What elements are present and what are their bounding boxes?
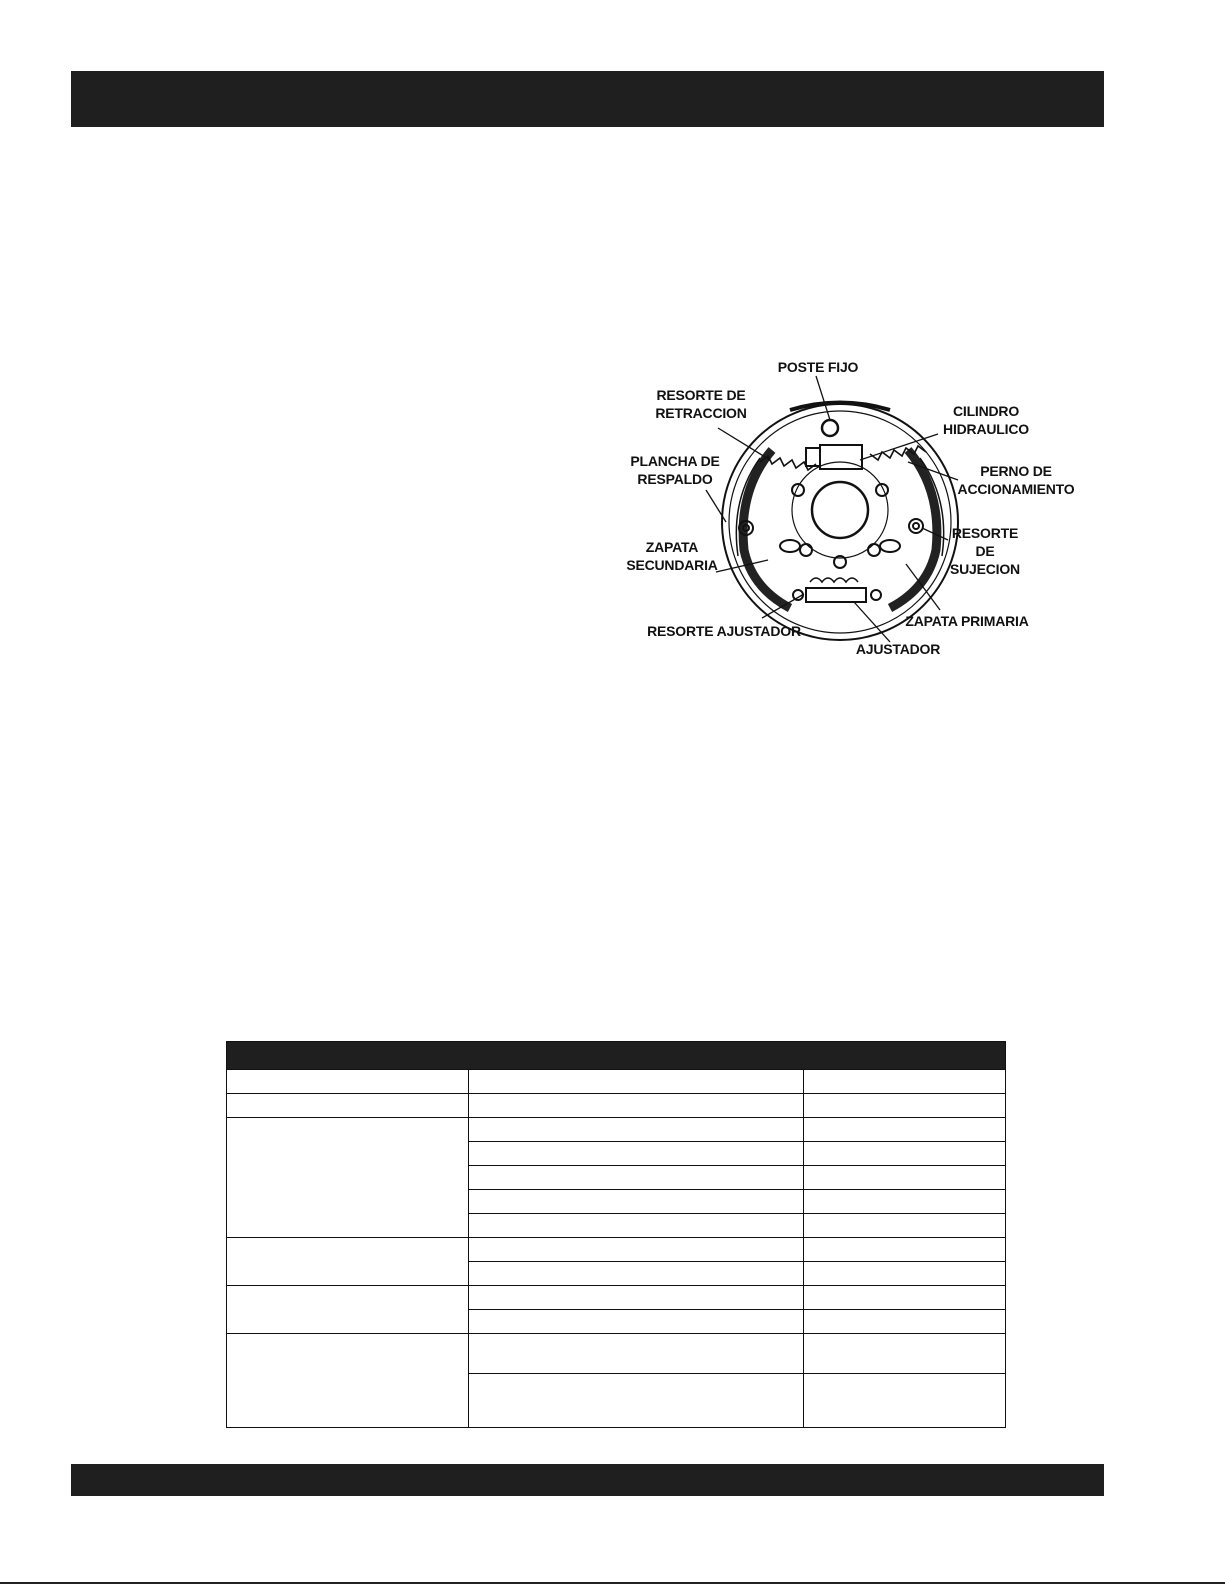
label-plancha-respaldo: PLANCHA DE RESPALDO	[630, 453, 720, 487]
label-zapata-primaria: ZAPATA PRIMARIA	[905, 613, 1029, 629]
table-row	[227, 1118, 1006, 1142]
table-row	[227, 1094, 1006, 1118]
label-zapata-secundaria: ZAPATA SECUNDARIA	[626, 539, 718, 573]
table-row	[227, 1070, 1006, 1094]
bottom-rule	[0, 1582, 1225, 1584]
brake-diagram	[620, 350, 1080, 670]
footer-bar	[71, 1464, 1104, 1496]
table-row	[227, 1334, 1006, 1374]
table-header	[227, 1042, 1006, 1070]
table-row	[227, 1238, 1006, 1262]
label-perno-accionamiento: PERNO DE ACCIONAMIENTO	[957, 463, 1075, 497]
spec-table	[226, 1041, 1006, 1428]
label-ajustador: AJUSTADOR	[855, 641, 941, 657]
header-bar	[71, 71, 1104, 127]
label-poste-fijo: POSTE FIJO	[777, 359, 859, 375]
label-cilindro-hidraulico: CILINDRO HIDRAULICO	[943, 403, 1029, 437]
label-resorte-ajustador: RESORTE AJUSTADOR	[647, 623, 801, 639]
label-resorte-retraccion: RESORTE DE RETRACCION	[655, 387, 747, 421]
table-row	[227, 1286, 1006, 1310]
label-resorte-sujecion: RESORTE DE SUJECION	[950, 525, 1020, 577]
